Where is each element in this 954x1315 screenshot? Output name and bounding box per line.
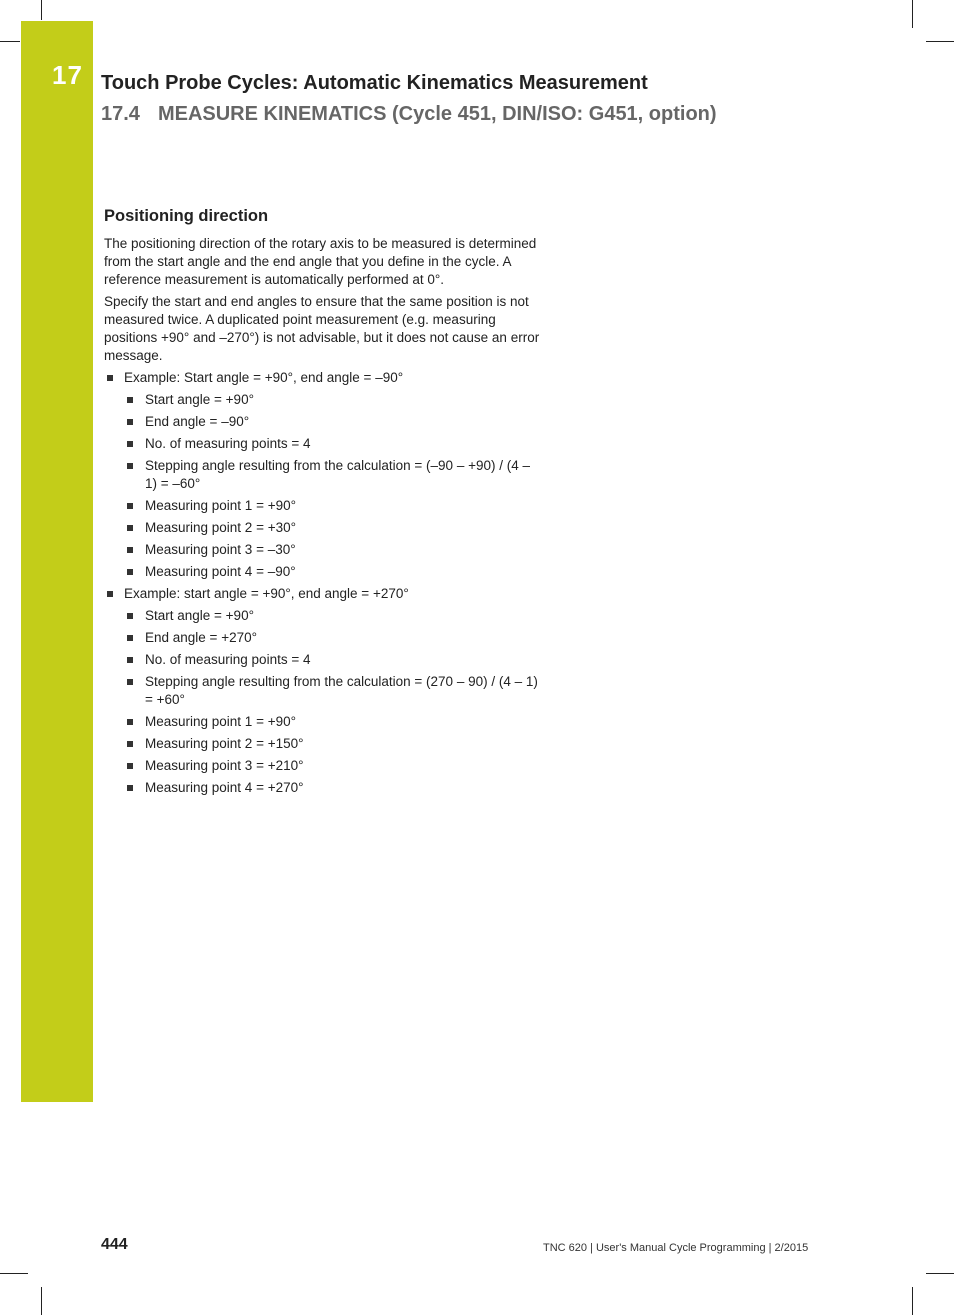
crop-mark [926, 41, 954, 42]
list-item: Measuring point 3 = –30° [124, 541, 544, 559]
example-list [104, 369, 544, 797]
example-item [104, 585, 544, 797]
section-number: 17.4 [101, 103, 140, 125]
example-label: Example: Start angle = +90°, end angle = –90° [124, 370, 404, 385]
main-content [104, 205, 544, 797]
list-item: Measuring point 1 = +90° [124, 713, 544, 731]
list-item: Start angle = +90° [124, 391, 544, 409]
crop-mark [912, 0, 913, 28]
list-item: Measuring point 3 = +210° [124, 757, 544, 775]
list-item: No. of measuring points = 4 [124, 651, 544, 669]
section-title [101, 103, 717, 126]
list-item: Measuring point 1 = +90° [124, 497, 544, 515]
paragraph: Specify the start and end angles to ensure that the same position is not measured twice. A duplicated point measurement (e.g. measuring positions +90° and –270°) is not advisable, but it does not cause an error message. [104, 294, 540, 363]
section-heading: Positioning direction [104, 207, 269, 225]
footer-text: TNC 620 | User's Manual Cycle Programming | 2/2015 [543, 1242, 809, 1254]
crop-mark [0, 1273, 28, 1274]
list-item: End angle = –90° [124, 413, 544, 431]
crop-mark [0, 41, 20, 42]
list-item: Measuring point 4 = –90° [124, 563, 544, 581]
crop-mark [41, 1287, 42, 1315]
example-sublist [124, 391, 544, 581]
list-item: Measuring point 4 = +270° [124, 779, 544, 797]
crop-mark [41, 0, 42, 20]
crop-mark [926, 1273, 954, 1274]
chapter-number: 17 [52, 60, 83, 90]
page-number: 444 [101, 1236, 128, 1253]
list-item: Stepping angle resulting from the calculation = (–90 – +90) / (4 – 1) = –60° [124, 457, 544, 493]
list-item: End angle = +270° [124, 629, 544, 647]
example-item [104, 369, 544, 581]
list-item: No. of measuring points = 4 [124, 435, 544, 453]
list-item: Start angle = +90° [124, 607, 544, 625]
list-item: Stepping angle resulting from the calculation = (270 – 90) / (4 – 1) = +60° [124, 673, 544, 709]
crop-mark [912, 1287, 913, 1315]
paragraph: The positioning direction of the rotary axis to be measured is determined from the start angle and the end angle that you define in the cycle. A reference measurement is automatically performed at 0°. [104, 236, 537, 287]
list-item: Measuring point 2 = +30° [124, 519, 544, 537]
example-sublist [124, 607, 544, 797]
chapter-title: Touch Probe Cycles: Automatic Kinematics Measurement [101, 72, 648, 94]
section-title-text: MEASURE KINEMATICS (Cycle 451, DIN/ISO: G451, option) [157, 103, 717, 125]
chapter-tab-bar [21, 21, 93, 1102]
list-item: Measuring point 2 = +150° [124, 735, 544, 753]
example-label: Example: start angle = +90°, end angle = +270° [124, 586, 409, 601]
